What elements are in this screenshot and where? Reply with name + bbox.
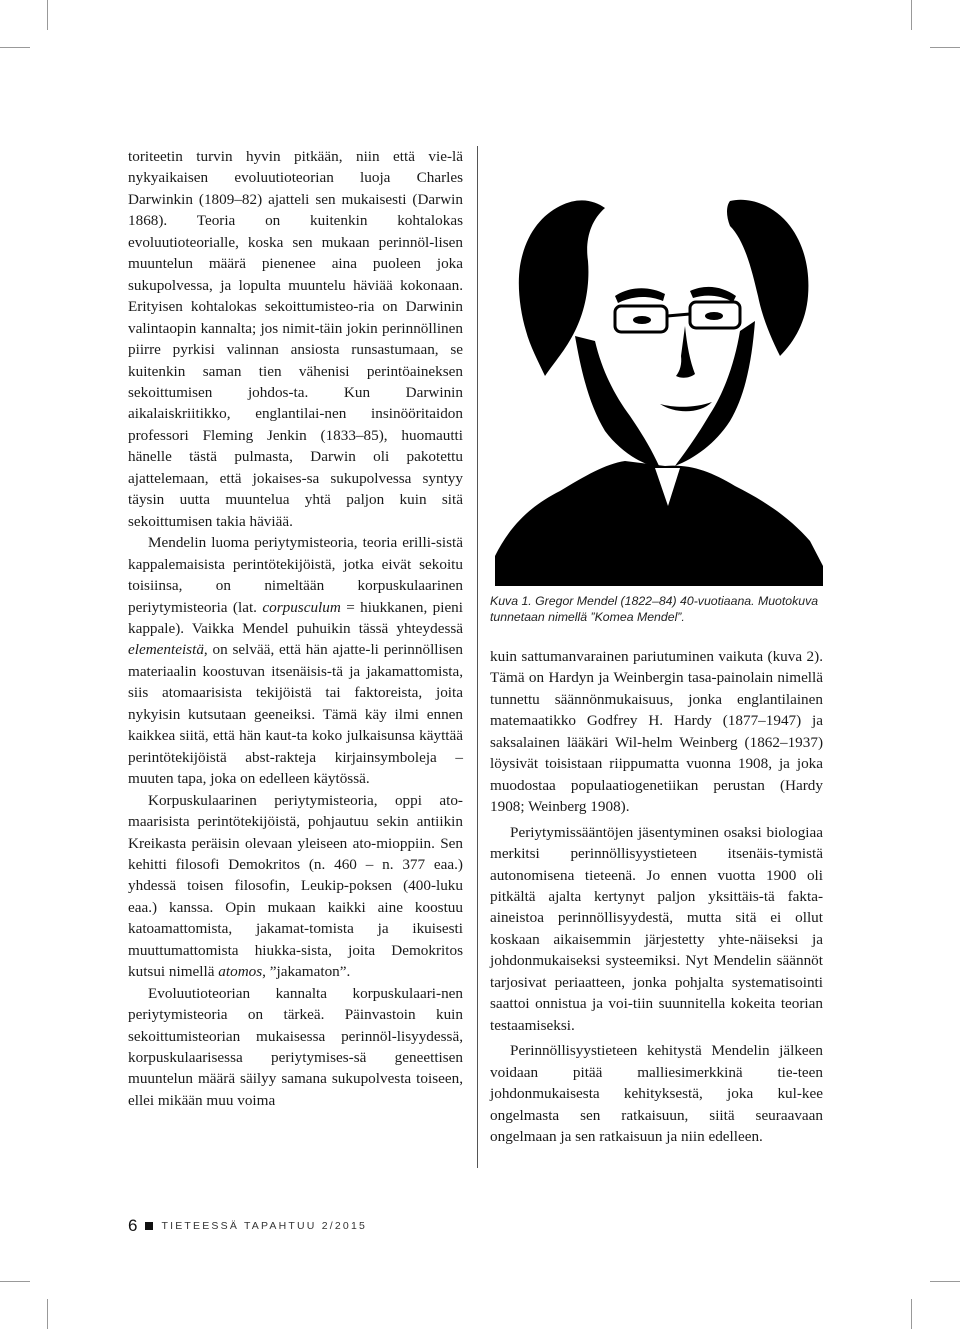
emphasized-term: elementeistä <box>128 641 204 659</box>
paragraph: Evoluutioteorian kannalta korpuskulaari-nen periytymisteoria on tärkeä. Päinvastoin kuin sekoittumisteorian mukaisessa perinnöl-lisyydessä, korpuskulaarisessa periytymises-sä geneettisen muuntelun määrä säilyy samana sukupolvesta toiseen, ellei mikään muu voima <box>128 984 463 1109</box>
figure-caption: Kuva 1. Gregor Mendel (1822–84) 40-vuotiaana. Muotokuva tunnetaan nimellä ”Komea Mendel”. <box>490 594 819 624</box>
text-run: Mendelin luoma periytymisteoria, teoria erilli-sistä kappalemaisista perintötekijöistä, jotka eivät sekoitu toisiinsa, on nimeltään korpuskulaarinen periytymisteoria (lat. <box>128 534 463 616</box>
right-text-column <box>490 646 823 1147</box>
crop-mark <box>47 1299 48 1329</box>
text-run: , ”jakamaton”. <box>262 963 351 981</box>
text-run: = hiukkanen, pieni kappale). Vaikka Mendel puhuikin tässä yhteydessä <box>128 598 463 637</box>
magazine-title: TIETEESSÄ TAPAHTUU 2/2015 <box>161 1220 368 1232</box>
left-text-column <box>128 146 463 1111</box>
square-bullet-icon <box>145 1222 153 1230</box>
crop-mark <box>911 1299 912 1329</box>
paragraph: kuin sattumanvarainen pariutuminen vaikuta (kuva 2). Tämä on Hardyn ja Weinbergin tasa-painolain nimellä tunnettu säännönmukaisuus, jonka englantilainen matemaatikko Godfrey H. Hardy (1877–1947) ja saksalainen lääkäri Wil-helm Weinberg (1862–1937) löysivät toisistaan riippumatta vuonna 1908, ja joka muodostaa populaatiogenetiikan perustan (Hardy 1908; Weinberg 1908). <box>490 648 823 816</box>
paragraph <box>128 790 463 983</box>
paragraph: Periytymissääntöjen jäsentyminen osaksi biologiaa merkitsi perinnöllisyystieteen itsenäis-tymistä autonomisena tieteenä. Jo ennen vuotta 1900 oli pitkältä ajalta kertynyt paljon yksittäis-tä fakta-aineistoa perinnöllisyydestä, mutta sitä ei ollut koskaan aikaisemmin järjestetty yhte-näiseksi ja johdonmukaiseksi systeemiksi. Nyt Mendelin säännöt tarjosivat periaatteen, jonka pohjalta systematisointi saattoi onnistua ja voi-tiin suunnitella kokeita teorian testaamiseksi. <box>490 823 823 1034</box>
crop-mark <box>0 1281 30 1282</box>
greek-term: atomos <box>218 963 263 981</box>
text-run: Korpuskulaarinen periytymisteoria, oppi ato-maarisista perintötekijöistä, pohjautuu sekin antiikin Kreikasta peräisin olevaan yleiseen ato-mioppiin. Sen kehitti filosofi Demokritos (n. 460 – n. 377 eaa.) yhdessä toisen filosofin, Leukip-poksen (400-luku eaa.) kanssa. Opin mukaan kaikki aine koostuu katoamattomista, jakamat-tomista ja ikuisesti muuttumattomista hiukka-sista, joita Demokritos kutsui nimellä <box>128 791 463 981</box>
latin-term: corpusculum <box>262 598 341 616</box>
column-divider <box>477 146 478 1168</box>
paragraph: toriteetin turvin hyvin pitkään, niin että vie-lä nykyaikaisen evoluutioteorian luoja Charles Darwinkin (1809–82) ajatteli sen mukaisesti (Darwin 1868). Teoria on kuitenkin kohtalokas evoluutioteorialle, koska sen mukaan perinnöl-lisen muuntelun määrä pienenee aina puoleen joka sukupolvessa, ja lopulta muuntelu häviää kokonaan. Erityisen kohtalokas sekoittumisteo-ria on Darwinin valintaopin kannalta; jos nimit-täin jokin perinnöllinen piirre pyrkisi valinnan ansiosta runsastumaan, se kuitenkin saman tien vähenisi perintöaineksen sekoittumisen johdos-ta. Kun Darwinin aikalaiskriitikko, englantilai-nen insinööritaidon professori Fleming Jenkin (1833–85), huomautti hänelle tästä pulmasta, Darwin oli pakotettu ajattelemaan, että jokaises-sa sukupolvessa syntyy täysin uutta muuntelua yhtä paljon kuin sitä sekoittumisen takia häviää. <box>128 148 463 530</box>
page-number: 6 <box>128 1216 138 1235</box>
page-footer <box>128 1216 367 1236</box>
mendel-portrait-image <box>490 146 823 586</box>
crop-mark <box>930 47 960 48</box>
crop-mark <box>930 1281 960 1282</box>
paragraph: Perinnöllisyystieteen kehitystä Mendelin jälkeen voidaan pitää malliesimerkkinä tie-teen johdonmukaisesta kehityksestä, joka kul-kee ongelmasta sen ratkaisuun, siitä seuraavaan ongelmaan ja sen ratkaisuun ja niin edelleen. <box>490 1042 823 1145</box>
paragraph <box>128 532 463 789</box>
text-run: , on selvää, että hän ajatte-li perinnöllisen materiaalin koostuvan itsenäisis-tä ja jakamattomista, siis atomaarisista tekijöistä tai faktoreista, joita nykyisin kutsutaan geeneiksi. Tämä käy ilmi ennen kaikkea siitä, että hän kaut-ta koko julkaisunsa käyttää perintötekijöistä abst-rakteja kirjainsymboleja – muuten tapa, joka on edelleen käytössä. <box>128 641 463 788</box>
crop-mark <box>0 47 30 48</box>
crop-mark <box>911 0 912 30</box>
crop-mark <box>47 0 48 30</box>
